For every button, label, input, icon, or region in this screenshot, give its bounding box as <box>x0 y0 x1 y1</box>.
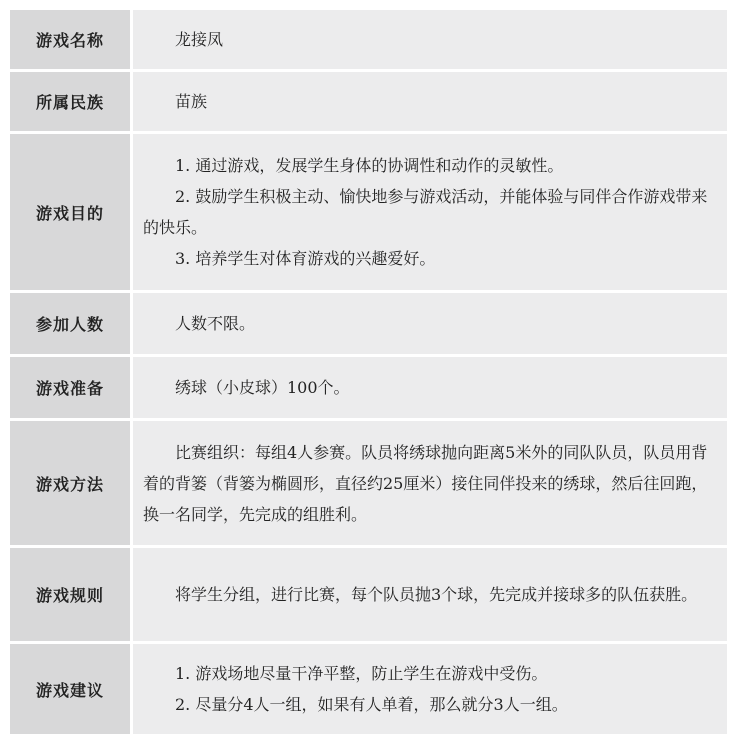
value-ethnic-group <box>133 72 727 131</box>
row-game-name <box>10 10 727 69</box>
value-method <box>133 421 727 545</box>
label-suggestions: 游戏建议 <box>10 644 130 734</box>
label-method: 游戏方法 <box>10 421 130 545</box>
paragraph: 绣球（小皮球）100个。 <box>175 378 350 397</box>
value-suggestions <box>133 644 727 734</box>
paragraph: 2. 鼓励学生积极主动、愉快地参与游戏活动，并能体验与同伴合作游戏带来的快乐。 <box>143 187 708 237</box>
row-method <box>10 421 727 545</box>
label-game-purpose: 游戏目的 <box>10 134 130 290</box>
row-preparation <box>10 357 727 418</box>
value-game-name <box>133 10 727 69</box>
value-preparation <box>133 357 727 418</box>
paragraph: 1. 通过游戏，发展学生身体的协调性和动作的灵敏性。 <box>175 156 564 175</box>
row-suggestions <box>10 644 727 734</box>
row-rules <box>10 548 727 641</box>
paragraph: 将学生分组，进行比赛，每个队员抛3个球，先完成并接球多的队伍获胜。 <box>175 585 698 604</box>
paragraph: 龙接凤 <box>175 30 224 49</box>
label-rules: 游戏规则 <box>10 548 130 641</box>
label-participants: 参加人数 <box>10 293 130 354</box>
paragraph: 苗族 <box>175 92 208 111</box>
paragraph: 2. 尽量分4人一组，如果有人单着，那么就分3人一组。 <box>175 695 568 714</box>
paragraph: 比赛组织：每组4人参赛。队员将绣球抛向距离5米外的同队队员，队员用背着的背篓（背篓为椭圆形，直径约25厘米）接住同伴投来的绣球，然后往回跑，换一名同学，先完成的组胜利。 <box>143 442 708 524</box>
label-preparation: 游戏准备 <box>10 357 130 418</box>
value-participants <box>133 293 727 354</box>
value-rules <box>133 548 727 641</box>
label-ethnic-group: 所属民族 <box>10 72 130 131</box>
paragraph: 3. 培养学生对体育游戏的兴趣爱好。 <box>175 249 436 268</box>
label-game-name: 游戏名称 <box>10 10 130 69</box>
game-info-table <box>10 10 727 734</box>
row-ethnic-group <box>10 72 727 131</box>
row-game-purpose <box>10 134 727 290</box>
paragraph: 1. 游戏场地尽量干净平整，防止学生在游戏中受伤。 <box>175 664 548 683</box>
paragraph: 人数不限。 <box>175 314 256 333</box>
value-game-purpose <box>133 134 727 290</box>
row-participants <box>10 293 727 354</box>
